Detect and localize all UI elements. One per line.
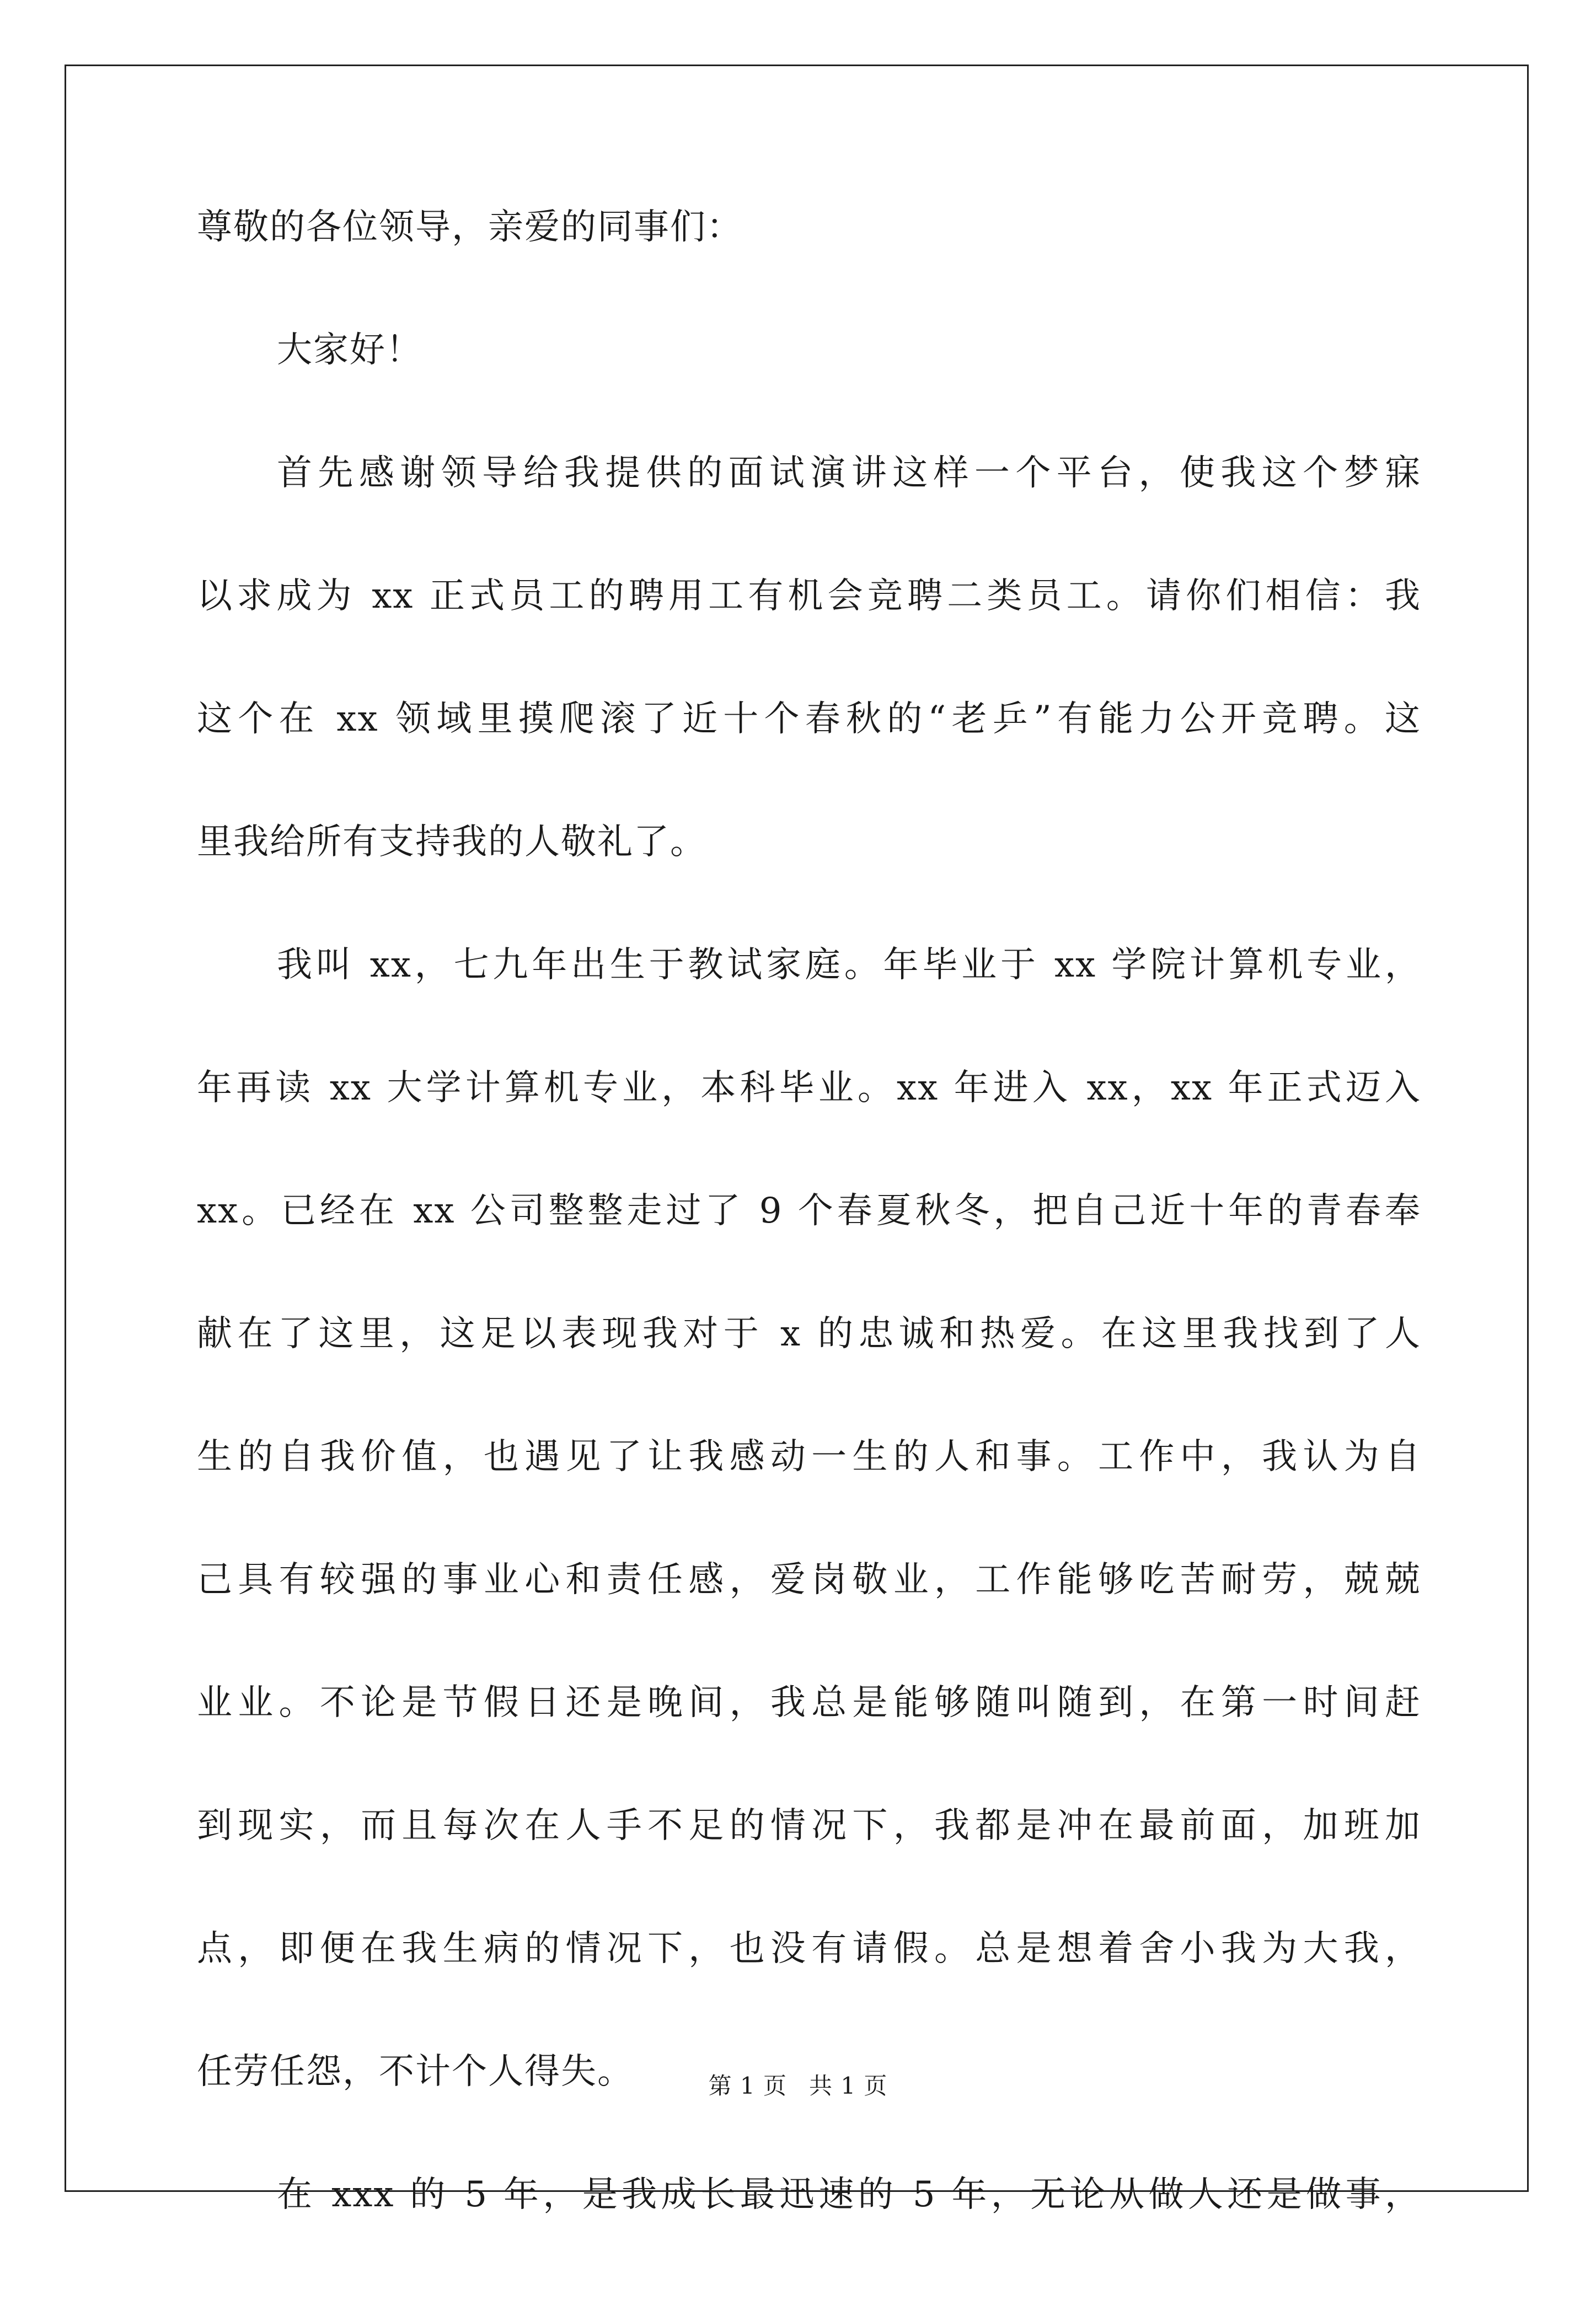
page-number: 第 1 页 — [708, 2072, 787, 2099]
text-line: 这个在 xx 领域里摸爬滚了近十个春秋的“老乒”有能力公开竞聘。这 — [197, 699, 1421, 739]
text-line: 以求成为 xx 正式员工的聘用工有机会竞聘二类员工。请你们相信：我 — [197, 576, 1421, 616]
text-line: 生的自我价值，也遇见了让我感动一生的人和事。工作中，我认为自 — [197, 1436, 1421, 1477]
text-line: 业业。不论是节假日还是晚间，我总是能够随叫随到，在第一时间赶 — [197, 1682, 1421, 1723]
document-body — [197, 207, 1421, 2300]
text-line: 到现实，而且每次在人手不足的情况下，我都是冲在最前面，加班加 — [197, 1805, 1421, 1846]
page-total: 共 1 页 — [809, 2072, 888, 2099]
text-line: 点，即便在我生病的情况下，也没有请假。总是想着舍小我为大我， — [197, 1928, 1421, 1969]
text-line: xx。已经在 xx 公司整整走过了 9 个春夏秋冬，把自己近十年的青春奉 — [197, 1191, 1421, 1231]
text-line: 年再读 xx 大学计算机专业，本科毕业。xx 年进入 xx，xx 年正式迈入 — [197, 1068, 1421, 1108]
page-footer — [0, 2074, 1596, 2098]
text-line: 我叫 xx，七九年出生于教试家庭。年毕业于 xx 学院计算机专业， — [277, 945, 1421, 985]
text-line: 首先感谢领导给我提供的面试演讲这样一个平台，使我这个梦寐 — [277, 453, 1421, 494]
greeting: 大家好！ — [277, 330, 422, 371]
text-line: 献在了这里，这足以表现我对于 x 的忠诚和热爱。在这里我找到了人 — [197, 1313, 1421, 1354]
text-line: 里我给所有支持我的人敬礼了。 — [197, 822, 706, 862]
text-line: 在 xxx 的 5 年，是我成长最迅速的 5 年，无论从做人还是做事， — [277, 2174, 1421, 2215]
text-line: 己具有较强的事业心和责任感，爱岗敬业，工作能够吃苦耐劳，兢兢 — [197, 1559, 1421, 1600]
text-line: 任劳任怨，不计个人得失。 — [197, 2051, 634, 2092]
salutation: 尊敬的各位领导，亲爱的同事们： — [197, 207, 743, 248]
